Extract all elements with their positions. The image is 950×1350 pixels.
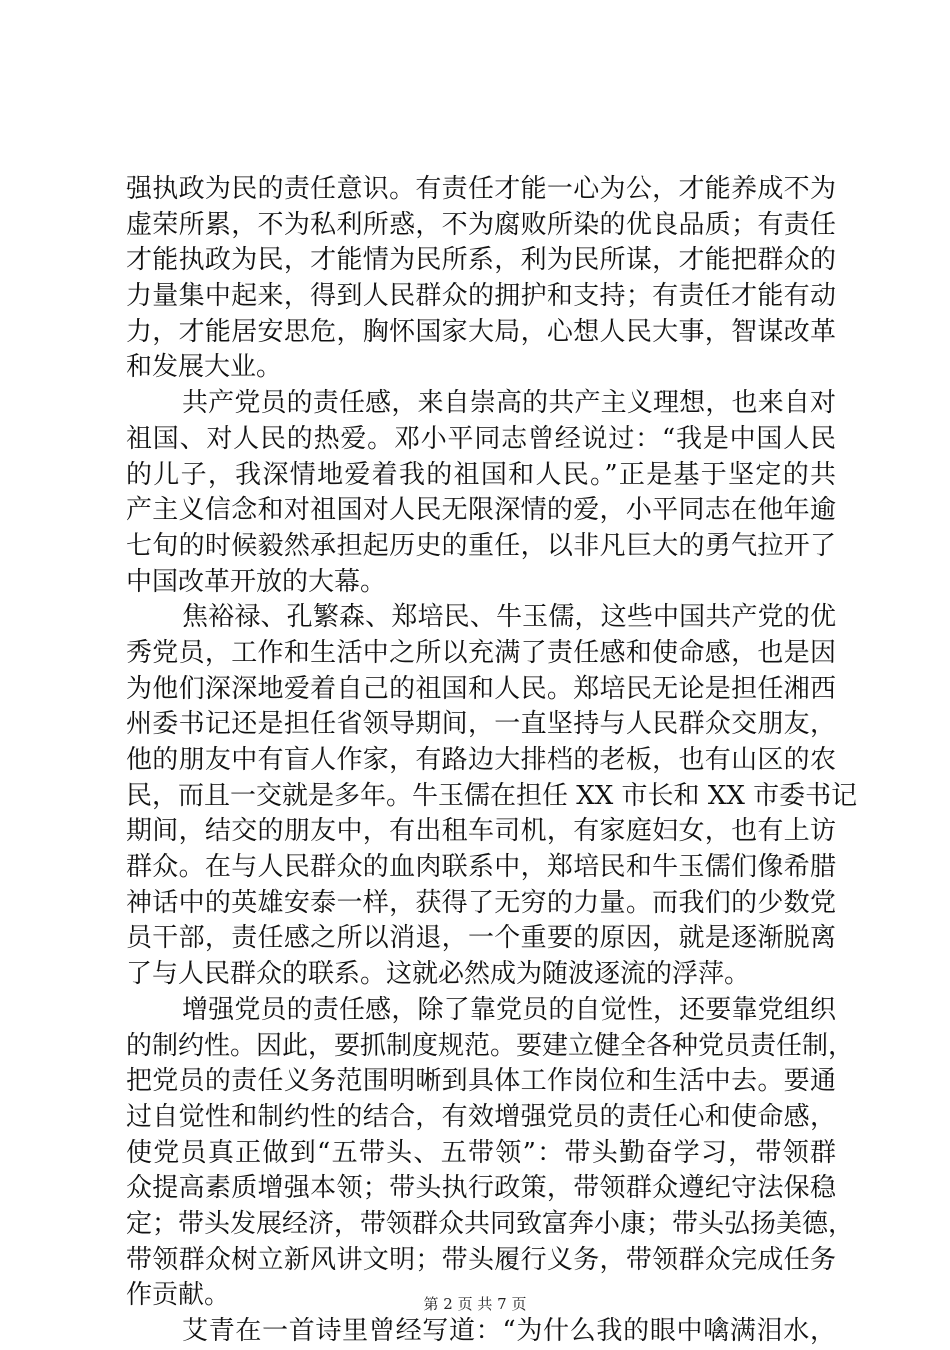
text-line: 过自觉性和制约性的结合，有效增强党员的责任心和使命感， [126, 1101, 836, 1132]
text-line: 艾青在一首诗里曾经写道：“为什么我的眼中噙满泪水， [182, 1316, 836, 1346]
text-line: 把党员的责任义务范围明晰到具体工作岗位和生活中去。要通 [126, 1066, 836, 1097]
text-line: 带领群众树立新风讲文明；带头履行义务，带领群众完成任务 [126, 1244, 836, 1275]
text-line: 产主义信念和对祖国对人民无限深情的爱，小平同志在他年逾 [126, 495, 836, 526]
text-line: 作贡献。 [126, 1280, 231, 1311]
body-text [126, 172, 858, 1350]
text-line: 的制约性。因此，要抓制度规范。要建立健全各种党员责任制， [126, 1030, 855, 1061]
text-line: 祖国、对人民的热爱。邓小平同志曾经说过：“我是中国人民 [126, 423, 836, 454]
text-line: 他的朋友中有盲人作家，有路边大排档的老板，也有山区的农 [126, 745, 836, 775]
text-line: 焦裕禄、孔繁森、郑培民、牛玉儒，这些中国共产党的优 [182, 602, 836, 633]
text-line: 七旬的时候毅然承担起历史的重任，以非凡巨大的勇气拉开了 [126, 530, 836, 561]
text-line: 了与人民群众的联系。这就必然成为随波逐流的浮萍。 [126, 959, 751, 990]
text-line: 定；带头发展经济，带领群众共同致富奔小康；带头弘扬美德， [126, 1208, 855, 1239]
text-line: 才能执政为民，才能情为民所系，利为民所谋，才能把群众的 [126, 245, 836, 276]
text-line: 秀党员，工作和生活中之所以充满了责任感和使命感，也是因 [126, 637, 836, 668]
text-line: 力，才能居安思危，胸怀国家大局，心想人民大事，智谋改革 [126, 316, 836, 347]
text-line: 的儿子，我深情地爱着我的祖国和人民。”正是基于坚定的共 [126, 459, 836, 490]
text-line: 强执政为民的责任意识。有责任才能一心为公，才能养成不为 [126, 174, 836, 204]
text-line: 神话中的英雄安泰一样，获得了无穷的力量。而我们的少数党 [126, 887, 836, 918]
text-line: 增强党员的责任感，除了靠党员的自觉性，还要靠党组织 [182, 994, 836, 1025]
text-line: 为他们深深地爱着自己的祖国和人民。郑培民无论是担任湘西 [126, 673, 836, 704]
text-line: 使党员真正做到“五带头、五带领”：带头勤奋学习，带领群 [126, 1137, 836, 1168]
text-line: 力量集中起来，得到人民群众的拥护和支持；有责任才能有动 [126, 281, 836, 312]
text-line: 共产党员的责任感，来自崇高的共产主义理想，也来自对 [182, 388, 836, 419]
text-line: 众提高素质增强本领；带头执行政策，带领群众遵纪守法保稳 [126, 1173, 836, 1204]
text-line: 州委书记还是担任省领导期间，一直坚持与人民群众交朋友， [126, 709, 836, 740]
page-footer: 第 2 页 共 7 页 [423, 1295, 527, 1313]
text-line: 员干部，责任感之所以消退，一个重要的原因，就是逐渐脱离 [126, 923, 836, 954]
text-line: 群众。在与人民群众的血肉联系中，郑培民和牛玉儒们像希腊 [126, 852, 836, 883]
text-line: 和发展大业。 [126, 352, 283, 383]
text-line: 中国改革开放的大幕。 [126, 566, 387, 597]
text-line: 期间，结交的朋友中，有出租车司机，有家庭妇女，也有上访 [126, 816, 836, 847]
text-line: 民，而且一交就是多年。牛玉儒在担任 XX 市长和 XX 市委书记 [126, 780, 858, 811]
text-line: 虚荣所累，不为私利所惑，不为腐败所染的优良品质；有责任 [126, 209, 836, 240]
